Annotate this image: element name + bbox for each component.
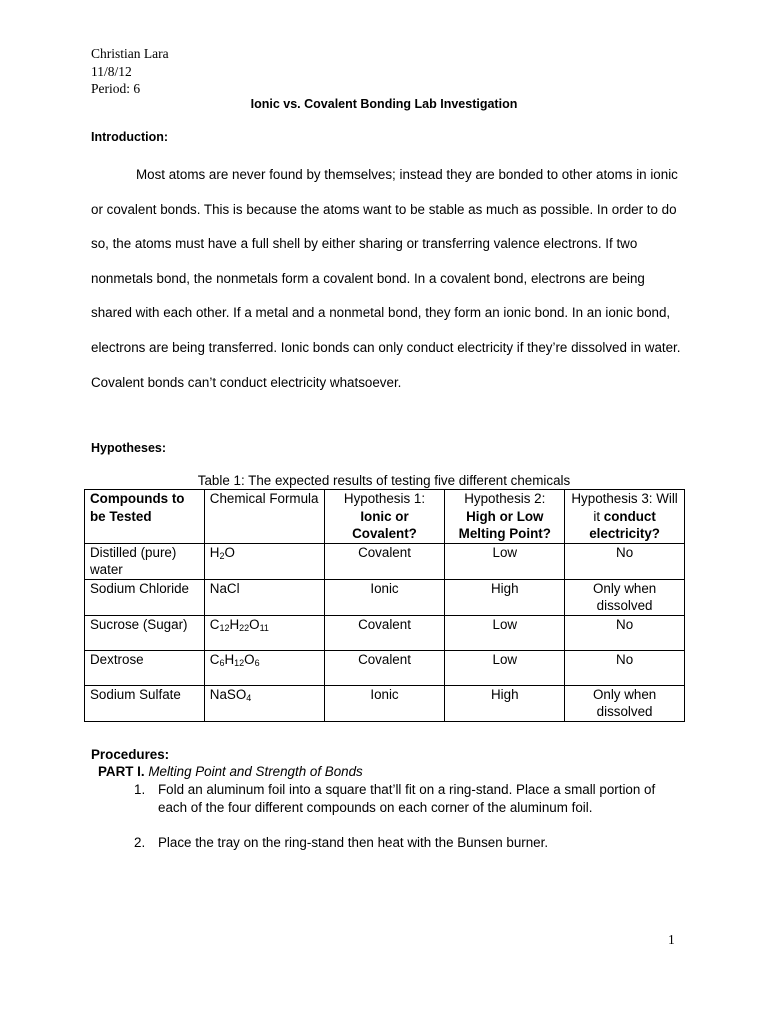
bond-type-cell: Covalent xyxy=(324,650,445,685)
formula-subscript: 6 xyxy=(254,657,260,668)
compound-cell: Sodium Sulfate xyxy=(85,685,205,721)
table-row xyxy=(85,650,685,685)
header-hypothesis-3 xyxy=(565,490,685,544)
conductivity-cell: Only when dissolved xyxy=(565,685,685,721)
formula-element: C xyxy=(209,616,220,632)
table-body xyxy=(85,543,685,721)
document-title: Ionic vs. Covalent Bonding Lab Investigation xyxy=(250,97,518,111)
formula-element: O xyxy=(249,616,260,632)
student-name: Christian Lara xyxy=(91,46,169,61)
table-caption: Table 1: The expected results of testing five different chemicals xyxy=(197,473,571,488)
header-h2-question: High or Low Melting Point? xyxy=(458,508,551,541)
conductivity-cell: No xyxy=(565,650,685,685)
step-number: 1. xyxy=(134,782,146,797)
formula-element: H xyxy=(224,651,235,667)
formula-cell xyxy=(204,615,324,650)
formula-element: C xyxy=(209,651,220,667)
formula-element: H xyxy=(229,616,240,632)
compound-cell: Dextrose xyxy=(85,650,205,685)
procedure-step xyxy=(134,834,678,852)
formula-element: NaCl xyxy=(209,580,240,596)
formula-subscript: 4 xyxy=(246,692,252,703)
header-formula: Chemical Formula xyxy=(204,490,324,544)
header-h3-question: conduct electricity? xyxy=(589,508,660,541)
conductivity-cell: Only when dissolved xyxy=(565,579,685,615)
bond-type-cell: Covalent xyxy=(324,543,445,579)
introduction-paragraph: Most atoms are never found by themselves; instead they are bonded to other atoms in ionic or covalent bonds. This is because the atoms want to be stable as much as possible. In order to do so, the atoms must have a full shell by either sharing or transferring valence electrons. If two nonmetals bond, the nonmetals form a covalent bond. In a covalent bond, electrons are being shared with each other. If a metal and a nonmetal bond, they form an ionic bond. In an ionic bond, electrons are being transferred. Ionic bonds can only conduct electricity if they’re dissolved in water. Covalent bonds can’t conduct electricity whatsoever. xyxy=(91,167,681,390)
formula-subscript: 11 xyxy=(259,622,269,633)
conductivity-cell: No xyxy=(565,543,685,579)
part-one-heading xyxy=(98,764,363,779)
procedure-step xyxy=(134,781,678,816)
report-date: 11/8/12 xyxy=(91,63,132,79)
table-row xyxy=(85,685,685,721)
step-number: 2. xyxy=(134,834,146,850)
introduction-body xyxy=(91,158,681,400)
table-row xyxy=(85,579,685,615)
formula-cell xyxy=(204,650,324,685)
formula-cell xyxy=(204,579,324,615)
procedures-heading: Procedures: xyxy=(91,747,170,762)
formula-subscript: 12 xyxy=(234,657,245,668)
hypotheses-table xyxy=(84,489,685,722)
conductivity-cell: No xyxy=(565,615,685,650)
header-compounds: Compounds to be Tested xyxy=(85,490,205,544)
formula-subscript: 12 xyxy=(219,622,230,633)
melting-point-cell: High xyxy=(445,579,565,615)
formula-cell xyxy=(204,543,324,579)
formula-element: NaSO xyxy=(209,686,247,702)
part-title: Melting Point and Strength of Bonds xyxy=(148,764,363,779)
class-period: Period: 6 xyxy=(91,81,141,96)
header-h3-prefix: Hypothesis 3: Will it xyxy=(571,491,678,524)
melting-point-cell: Low xyxy=(445,543,565,579)
header-h1-question: Ionic or Covalent? xyxy=(352,508,417,541)
formula-cell xyxy=(204,685,324,721)
bond-type-cell: Ionic xyxy=(324,579,445,615)
part-label: PART I. xyxy=(98,764,145,779)
table-header-row xyxy=(85,490,685,544)
header-h1-prefix: Hypothesis 1: xyxy=(343,491,426,506)
page-number: 1 xyxy=(668,932,675,947)
introduction-heading: Introduction: xyxy=(91,130,169,144)
melting-point-cell: Low xyxy=(445,615,565,650)
hypotheses-heading: Hypotheses: xyxy=(91,441,167,455)
header-hypothesis-2 xyxy=(445,490,565,544)
header-hypothesis-1 xyxy=(324,490,445,544)
compound-cell: Sodium Chloride xyxy=(85,579,205,615)
formula-element: O xyxy=(224,544,235,560)
step-text: Fold an aluminum foil into a square that’ll fit on a ring-stand. Place a small portion of each of the four different compounds on each corner of the aluminum foil. xyxy=(158,782,656,815)
step-text: Place the tray on the ring-stand then heat with the Bunsen burner. xyxy=(158,834,549,850)
formula-subscript: 2 xyxy=(219,550,225,561)
procedure-steps xyxy=(134,781,678,869)
header-h2-prefix: Hypothesis 2: xyxy=(464,491,546,506)
melting-point-cell: Low xyxy=(445,650,565,685)
formula-element: H xyxy=(209,544,220,560)
student-header xyxy=(91,45,169,98)
bond-type-cell: Ionic xyxy=(324,685,445,721)
table-row xyxy=(85,615,685,650)
compound-cell: Sucrose (Sugar) xyxy=(85,615,205,650)
formula-subscript: 6 xyxy=(219,657,225,668)
melting-point-cell: High xyxy=(445,685,565,721)
formula-element: O xyxy=(244,651,255,667)
bond-type-cell: Covalent xyxy=(324,615,445,650)
formula-subscript: 22 xyxy=(239,622,250,633)
table-row xyxy=(85,543,685,579)
compound-cell: Distilled (pure) water xyxy=(85,543,205,579)
